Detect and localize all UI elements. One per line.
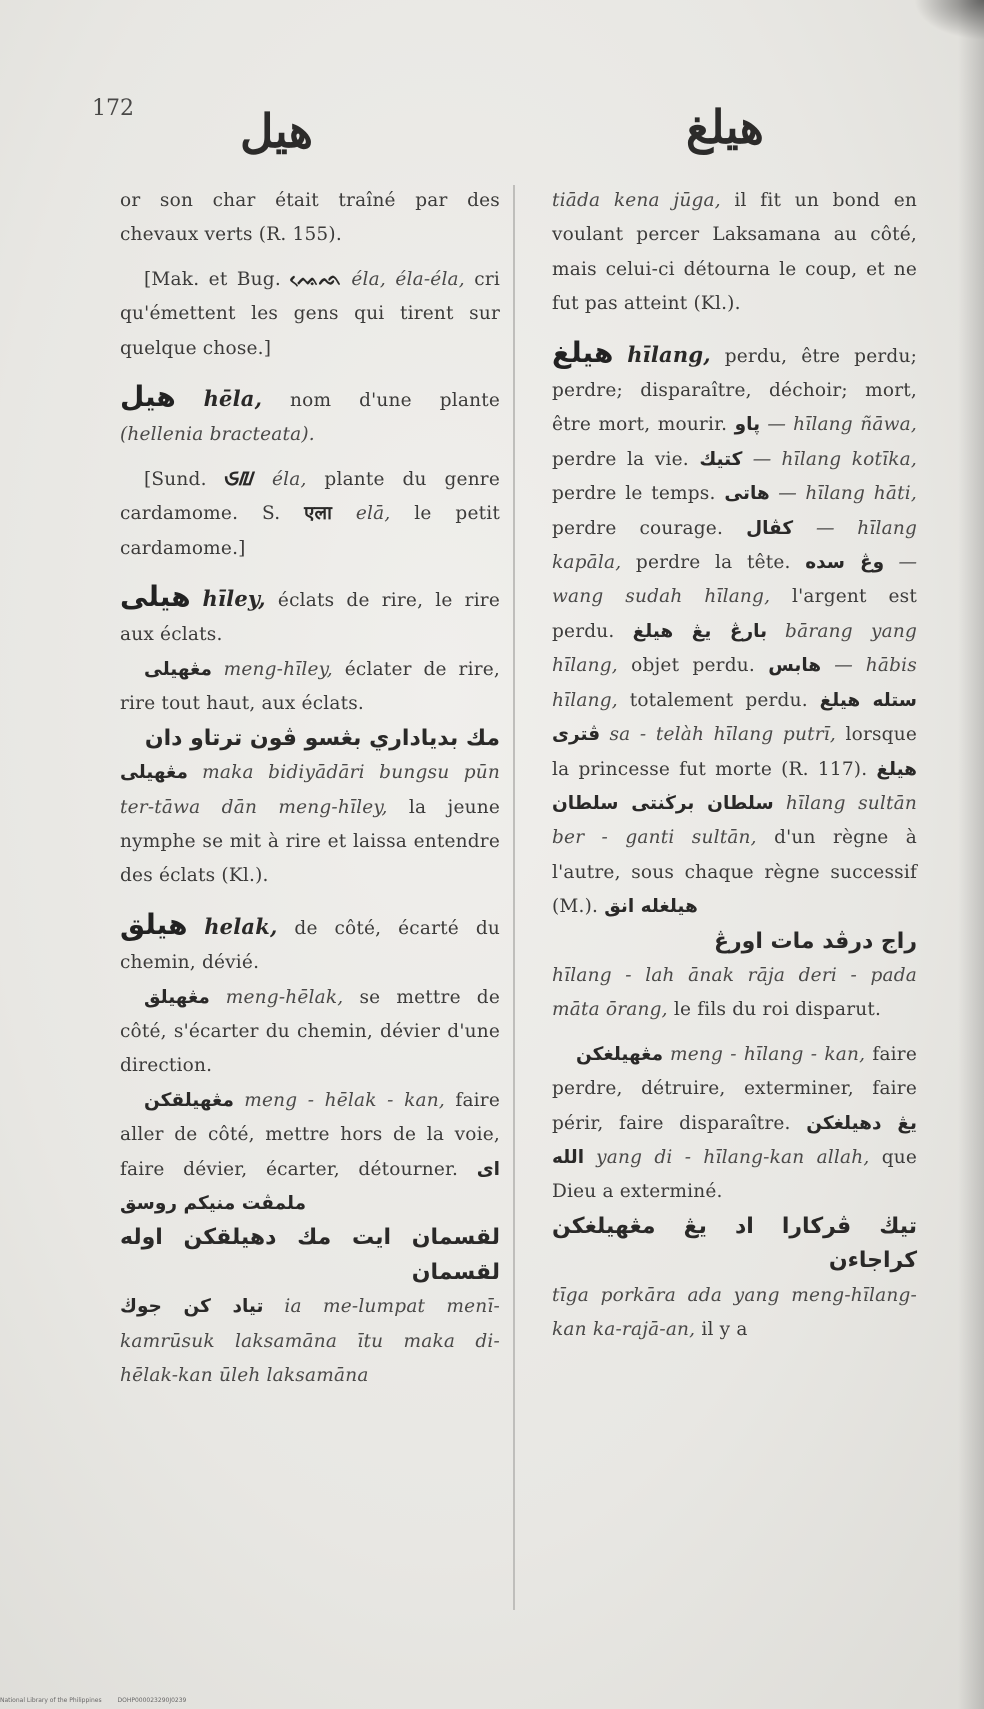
headword: hīley, [202, 586, 266, 612]
headword: hēla, [203, 386, 263, 412]
left-column [120, 184, 500, 1393]
headword-arabic: هيلغ [552, 335, 614, 369]
entry-hela: هيل hēla, nom d'une plante (hellenia bracteata). [120, 380, 500, 446]
column-divider [513, 185, 515, 1610]
etymology-mak-bug: [Mak. et Bug. ᨕᨙᨒ éla, éla-éla, cri qu'émettent les gens qui tirent sur quelque chose.] [120, 268, 500, 359]
footer-library: National Library of the Philippines [0, 1697, 102, 1704]
headword: helak, [204, 913, 278, 939]
headword-arabic: هيل [120, 380, 176, 414]
etymology-sund: [Sund. ᮈᮜ éla, plante du genre cardamome. S. एला elā, le petit cardamome.] [120, 468, 501, 559]
example-arabic-2: لقسمان ايت مك دهيلقكن اوله لقسمان [120, 1225, 500, 1285]
entry-continuation: or son char était traîné par des chevaux verts (R. 155). [120, 190, 500, 246]
devanagari-script: एला [304, 503, 333, 525]
example-helak: تياد كن جوڬ ia me-lumpat menī-kamrūsuk laksamāna ītu maka di-hēlak-kan ūleh laksamāna [120, 1296, 500, 1386]
scan-footer [0, 1697, 200, 1704]
subentry-meng-hilangkan: مڠهيلغكن meng - hīlang - kan, faire perdre, détruire, exterminer, faire périr, faire disparaître. يڠ دهيلغكن الله yang di - hīlang-kan allah, que Dieu a exterminé. [552, 1043, 917, 1203]
sundanese-script: ᮈᮜ [224, 468, 255, 490]
footer-id: DOHP000023290J0239 [117, 1697, 187, 1704]
example-arabic-anak: راج درڤد مات اورڠ [713, 928, 917, 954]
subentry-meng-helakkan: مڠهيلقكن meng - hēlak - kan, faire aller de côté, mettre hors de la voie, faire dévier, écarter, détourner. اى ملمڤت منيكم روسق [120, 1089, 500, 1214]
headword-arabic: هيلق [120, 907, 188, 941]
entry-continuation-right: tiāda kena jūga, il fit un bond en voulant percer Laksamana au côté, mais celui-ci détourna le coup, et ne fut pas atteint (Kl.). [552, 190, 917, 315]
headword: hīlang, [627, 341, 711, 367]
header-left-arabic: هيل [240, 104, 313, 158]
page-number: 172 [92, 96, 134, 121]
headword-arabic: هيلى [120, 580, 191, 614]
entry-hilang: هيلغ hīlang, perdu, être perdu; perdre; disparaître, déchoir; mort, être mort, mourir. ڽاو — hīlang ñāwa, perdre la vie. كتيك — hīlang kotīka, perdre le temps. هاتى — hīlang hāti, perdre courage. كڤال — hīlang kapāla, perdre la tête. وڠ سده — wang sudah hīlang, l'argent est perdu. بارڠ يڠ هيلغ bārang yang hīlang, objet perdu. هابس — hābis hīlang, totalement perdu. ستله هيلغ ڤترى sa - telàh hīlang putrī, lorsque la princesse fut morte (R. 117). هيلغ سلطان برڬنتى سلطان hīlang sultān ber - ganti sultān, d'un règne à l'autre, sous chaque règne successif (M.). هيلغله انق [552, 335, 917, 918]
entry-helak: هيلق helak, de côté, écarté du chemin, dévié. [120, 907, 500, 974]
header-right-arabic: هيلغ [686, 100, 764, 154]
entry-hiley: هيلى hīley, éclats de rire, le rire aux éclats. [120, 580, 500, 646]
right-column [552, 184, 917, 1347]
example-hiley: مڠهيلى maka bidiyādāri bungsu pūn ter-tāwa dān meng-hīley, la jeune nymphe se mit à rire et laissa entendre des éclats (Kl.). [120, 762, 500, 887]
subentry-meng-hiley: مڠهيلى meng-hīley, éclater de rire, rire tout haut, aux éclats. [120, 658, 500, 715]
example-tiga: tīga porkāra ada yang meng-hīlang-kan ka-rajā-an, il y a [552, 1284, 917, 1340]
buginese-script: ᨕᨙᨒ [290, 268, 342, 290]
example-anak: hīlang - lah ānak rāja deri - pada māta ōrang, le fils du roi disparut. [552, 964, 917, 1021]
example-arabic-tiga: تيڬ ڤركارا اد يڠ مڠهيلغكن كراجاءن [552, 1213, 917, 1274]
subentry-meng-helak: مڠهيلق meng-hēlak, se mettre de côté, s'écarter du chemin, dévier d'une direction. [120, 986, 500, 1077]
page-edge-shadow [958, 0, 984, 1709]
page-corner-shadow [914, 0, 984, 40]
example-arabic: مك بدياداري بڠسو ڤون ترتاو دان [144, 725, 500, 751]
